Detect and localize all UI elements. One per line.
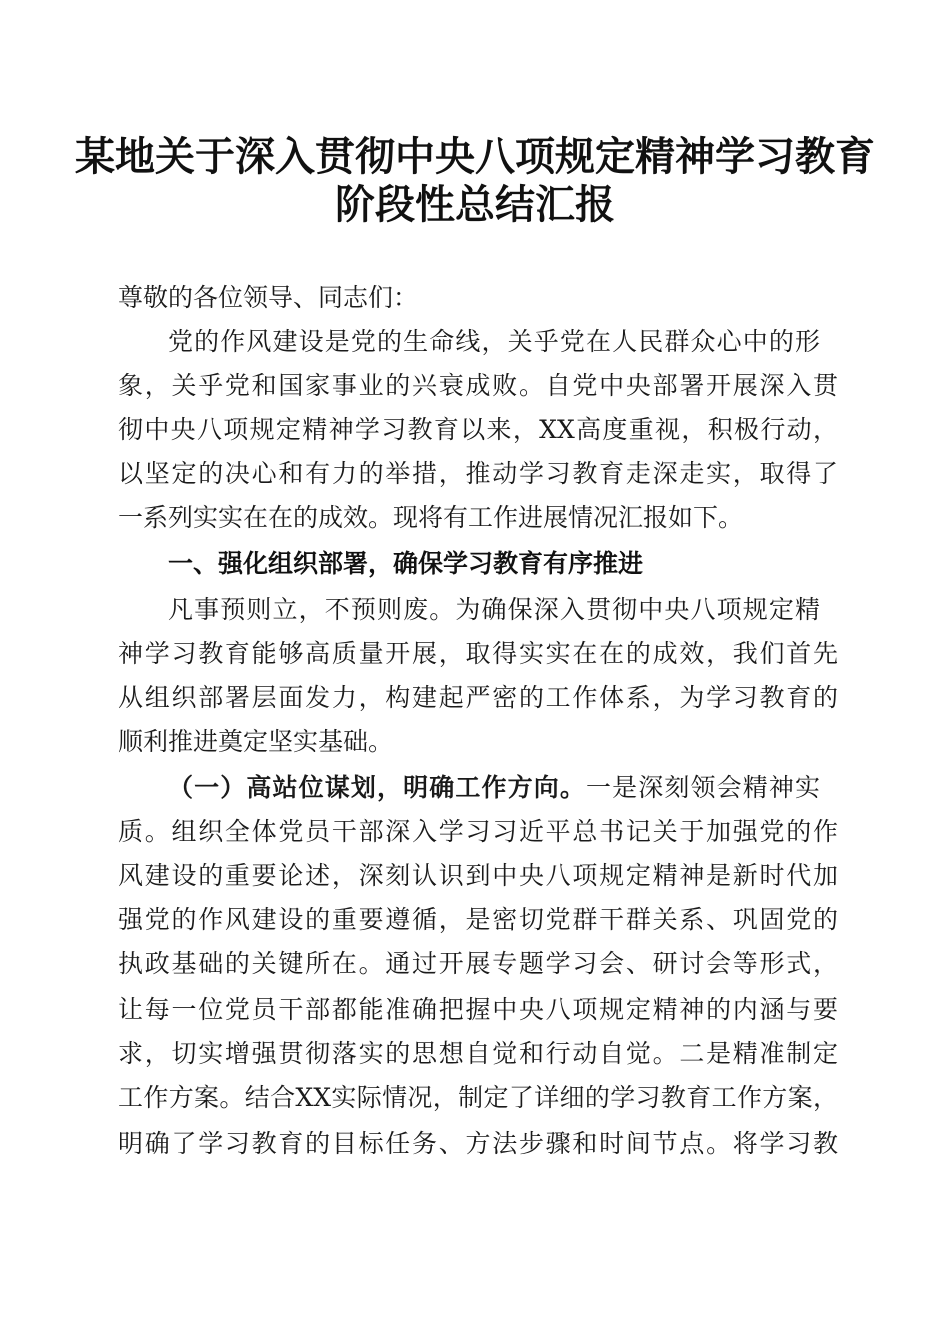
paragraph-line: 神学习教育能够高质量开展，取得实实在在的成效，我们首先 [118, 639, 838, 668]
paragraph-line: 求，切实增强贯彻落实的思想自觉和行动自觉。二是精准制定 [118, 1039, 838, 1068]
greeting: 尊敬的各位领导、同志们： [118, 283, 419, 312]
paragraph-line: 强党的作风建设的重要遵循，是密切党群干群关系、巩固党的 [118, 905, 838, 934]
section-heading: 一、强化组织部署，确保学习教育有序推进 [168, 549, 644, 578]
paragraph-line [168, 768, 820, 808]
document-title-line-2: 阶段性总结汇报 [335, 181, 615, 228]
paragraph-line: 从组织部署层面发力，构建起严密的工作体系，为学习教育的 [118, 683, 838, 712]
paragraph-line: 质。组织全体党员干部深入学习习近平总书记关于加强党的作 [118, 817, 838, 846]
paragraph-line: 凡事预则立，不预则废。为确保深入贯彻中央八项规定精 [168, 595, 820, 624]
paragraph-text: 一是深刻领会精神实 [585, 773, 820, 802]
paragraph-line: 以坚定的决心和有力的举措，推动学习教育走深走实，取得了 [118, 459, 838, 488]
paragraph-line: 明确了学习教育的目标任务、方法步骤和时间节点。将学习教 [118, 1129, 838, 1158]
paragraph-line: 顺利推进奠定坚实基础。 [118, 727, 394, 756]
paragraph-line: 党的作风建设是党的生命线，关乎党在人民群众心中的形 [168, 327, 820, 356]
paragraph-line: 彻中央八项规定精神学习教育以来，XX高度重视，积极行动， [118, 415, 838, 444]
paragraph-line: 工作方案。结合XX实际情况，制定了详细的学习教育工作方案， [118, 1083, 838, 1112]
document-title-line-1: 某地关于深入贯彻中央八项规定精神学习教育 [75, 133, 875, 180]
paragraph-line: 让每一位党员干部都能准确把握中央八项规定精神的内涵与要 [118, 995, 838, 1024]
paragraph-line: 风建设的重要论述，深刻认识到中央八项规定精神是新时代加 [118, 861, 838, 890]
paragraph-line: 象，关乎党和国家事业的兴衰成败。自党中央部署开展深入贯 [118, 371, 838, 400]
subsection-heading: （一）高站位谋划，明确工作方向。 [168, 773, 586, 802]
paragraph-line: 一系列实实在在的成效。现将有工作进展情况汇报如下。 [118, 503, 744, 532]
paragraph-line: 执政基础的关键所在。通过开展专题学习会、研讨会等形式， [118, 949, 838, 978]
